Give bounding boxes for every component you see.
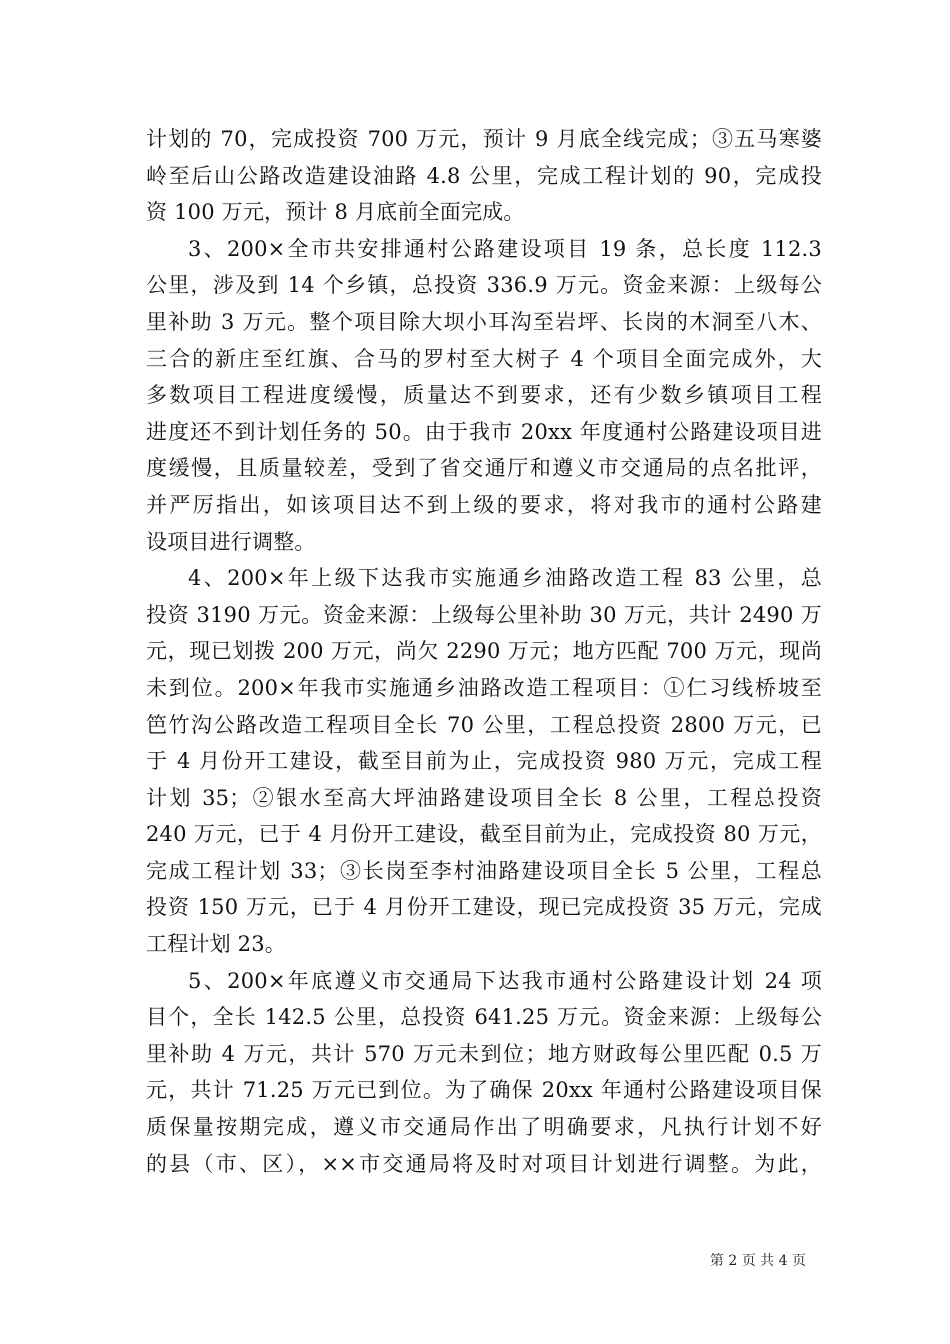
text-line: 设项目进行调整。 xyxy=(146,529,316,554)
text-line: 于 4 月份开工建设，截至目前为止，完成投资 980 万元，完成工程 xyxy=(146,749,822,774)
text-line: 公里，涉及到 14 个乡镇，总投资 336.9 万元。资金来源：上级每公 xyxy=(146,273,822,298)
text-line: 3、200×全市共安排通村公路建设项目 19 条，总长度 112.3 xyxy=(188,236,822,261)
text-line: 240 万元，已于 4 月份开工建设，截至目前为止，完成投资 80 万元， xyxy=(146,822,822,847)
text-line: 元，共计 71.25 万元已到位。为了确保 20xx 年通村公路建设项目保 xyxy=(146,1078,822,1103)
text-line: 笆竹沟公路改造工程项目全长 70 公里，工程总投资 2800 万元，已 xyxy=(146,712,822,737)
text-line: 的县（市、区），××市交通局将及时对项目计划进行调整。为此， xyxy=(146,1151,822,1176)
text-line: 5、200×年底遵义市交通局下达我市通村公路建设计划 24 项 xyxy=(188,968,822,993)
text-line: 元，现已划拨 200 万元，尚欠 2290 万元；地方匹配 700 万元，现尚 xyxy=(146,639,822,664)
body-text xyxy=(146,121,822,1182)
text-line: 里补助 4 万元，共计 570 万元未到位；地方财政每公里匹配 0.5 万 xyxy=(146,1041,822,1066)
text-line: 完成工程计划 33；③长岗至李村油路建设项目全长 5 公里，工程总 xyxy=(146,858,822,883)
text-line: 岭至后山公路改造建设油路 4.8 公里，完成工程计划的 90，完成投 xyxy=(146,163,822,188)
text-line: 里补助 3 万元。整个项目除大坝小耳沟至岩坪、长岗的木洞至八木、 xyxy=(146,309,822,334)
text-line: 资 100 万元，预计 8 月底前全面完成。 xyxy=(146,200,525,225)
text-line: 4、200×年上级下达我市实施通乡油路改造工程 83 公里，总 xyxy=(188,566,822,591)
text-line: 质保量按期完成，遵义市交通局作出了明确要求，凡执行计划不好 xyxy=(146,1115,822,1140)
text-line: 度缓慢，且质量较差，受到了省交通厅和遵义市交通局的点名批评， xyxy=(146,456,822,481)
text-line: 并严厉指出，如该项目达不到上级的要求，将对我市的通村公路建 xyxy=(146,492,822,517)
text-line: 计划的 70，完成投资 700 万元，预计 9 月底全线完成；③五马寒婆 xyxy=(146,127,822,151)
text-line: 目个，全长 142.5 公里，总投资 641.25 万元。资金来源：上级每公 xyxy=(146,1005,822,1030)
text-line: 多数项目工程进度缓慢，质量达不到要求，还有少数乡镇项目工程 xyxy=(146,383,822,408)
text-line: 未到位。200×年我市实施通乡油路改造工程项目：①仁习线桥坡至 xyxy=(146,675,822,700)
text-line: 进度还不到计划任务的 50。由于我市 20xx 年度通村公路建设项目进 xyxy=(146,419,822,444)
text-line: 投资 3190 万元。资金来源：上级每公里补助 30 万元，共计 2490 万 xyxy=(146,602,822,627)
text-line: 计划 35；②银水至高大坪油路建设项目全长 8 公里，工程总投资 xyxy=(146,785,822,810)
text-line: 三合的新庄至红旗、合马的罗村至大树子 4 个项目全面完成外，大 xyxy=(146,346,822,371)
page-number: 第 2 页 共 4 页 xyxy=(709,1253,806,1269)
text-line: 工程计划 23。 xyxy=(146,932,286,957)
text-line: 投资 150 万元，已于 4 月份开工建设，现已完成投资 35 万元，完成 xyxy=(146,895,822,920)
